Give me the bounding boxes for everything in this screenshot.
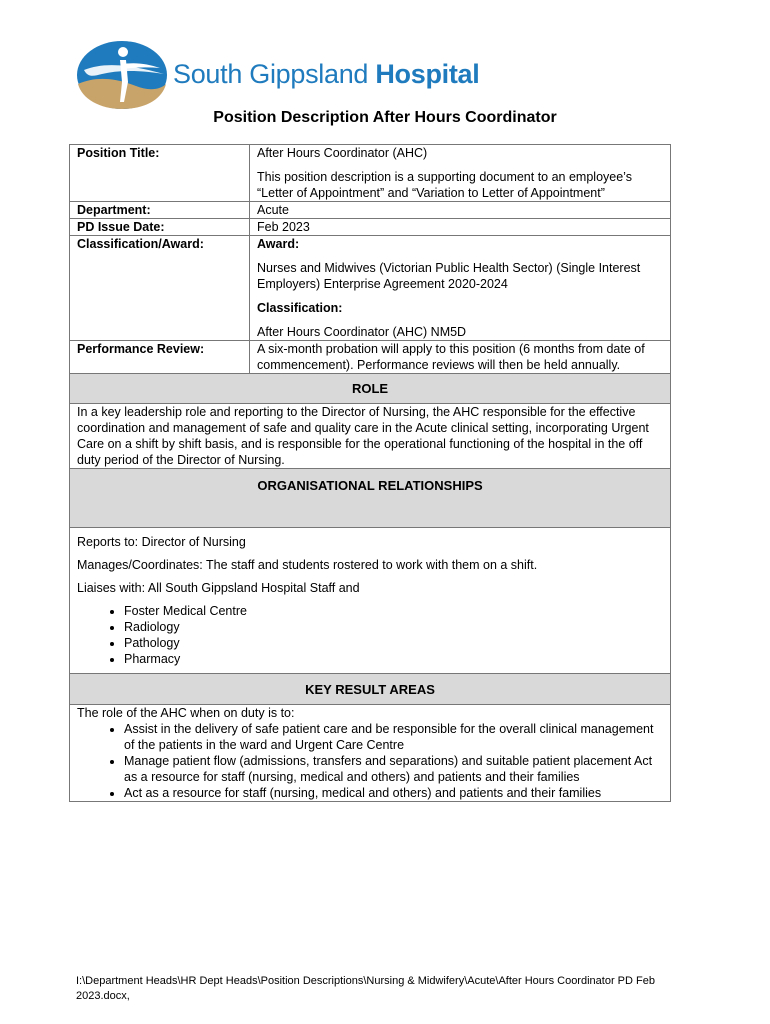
list-item: • Act as a resource for staff (nursing, medical and others) and patients and their families bbox=[124, 785, 663, 801]
file-path-footer: I:\Department Heads\HR Dept Heads\Position Descriptions\Nursing & Midwifery\Acute\After Hours Coordinator PD Feb 2023.docx, bbox=[76, 975, 655, 1002]
reports-to: Reports to: Director of Nursing bbox=[77, 535, 246, 549]
kra-intro: The role of the AHC when on duty is to: bbox=[77, 706, 295, 720]
pd-issue-date-label: PD Issue Date: bbox=[70, 219, 250, 236]
award-heading: Award: bbox=[257, 237, 300, 251]
position-title-note: This position description is a supporting document to an employee’s “Letter of Appointment” and “Variation to Letter of Appointment” bbox=[257, 170, 632, 200]
relationships-body bbox=[70, 528, 671, 674]
list-item: • Pathology bbox=[124, 635, 663, 651]
performance-review-label: Performance Review: bbox=[70, 341, 250, 374]
classification-label: Classification/Award: bbox=[70, 236, 250, 341]
performance-review-row bbox=[70, 341, 671, 374]
list-item: • Assist in the delivery of safe patient care and be responsible for the overall clinical management of the patients in the ward and Urgent Care Centre bbox=[124, 721, 663, 753]
role-text: In a key leadership role and reporting to the Director of Nursing, the AHC responsible for the effective coordination and management of safe and quality care in the Acute clinical setting, incorporating Urgent Care on a shift by shift basis, and is responsible for the operational functioning of the hospital in the off duty period of the Director of Nursing. bbox=[70, 404, 671, 469]
pd-issue-date-value: Feb 2023 bbox=[250, 219, 671, 236]
hospital-logo-icon bbox=[76, 40, 168, 110]
document-title: Position Description After Hours Coordinator bbox=[213, 109, 557, 126]
department-value: Acute bbox=[250, 202, 671, 219]
list-item: • Pharmacy bbox=[124, 651, 663, 667]
department-row bbox=[70, 202, 671, 219]
list-item: • Radiology bbox=[124, 619, 663, 635]
header bbox=[76, 40, 496, 112]
award-value: Nurses and Midwives (Victorian Public Health Sector) (Single Interest Employers) Enterprise Agreement 2020-2024 bbox=[257, 261, 641, 291]
department-label: Department: bbox=[70, 202, 250, 219]
position-title-label: Position Title: bbox=[70, 145, 250, 202]
list-item: • Manage patient flow (admissions, transfers and separations) and suitable patient placement Act as a resource for staff (nursing, medical and others) and patients and their families bbox=[124, 753, 663, 785]
classification-value: After Hours Coordinator (AHC) NM5D bbox=[257, 325, 467, 339]
performance-review-value: A six-month probation will apply to this position (6 months from date of commencement). Performance reviews will then be held annually. bbox=[250, 341, 671, 374]
kra-list bbox=[77, 721, 663, 801]
position-title-row bbox=[70, 145, 671, 202]
classification-heading: Classification: bbox=[257, 301, 343, 315]
manages-coordinates: Manages/Coordinates: The staff and students rostered to work with them on a shift. bbox=[77, 558, 538, 572]
hospital-name: South Gippsland Hospital bbox=[173, 59, 480, 89]
kra-heading: KEY RESULT AREAS bbox=[70, 674, 671, 705]
position-title-value: After Hours Coordinator (AHC) bbox=[257, 146, 428, 160]
liaise-list bbox=[77, 603, 663, 667]
kra-body bbox=[70, 705, 671, 802]
pd-issue-date-row bbox=[70, 219, 671, 236]
position-description-table bbox=[69, 144, 671, 802]
relationships-heading: ORGANISATIONAL RELATIONSHIPS bbox=[70, 469, 671, 528]
list-item: • Foster Medical Centre bbox=[124, 603, 663, 619]
liaises-with: Liaises with: All South Gippsland Hospital Staff and bbox=[77, 581, 360, 595]
classification-row bbox=[70, 236, 671, 341]
role-heading: ROLE bbox=[70, 374, 671, 404]
